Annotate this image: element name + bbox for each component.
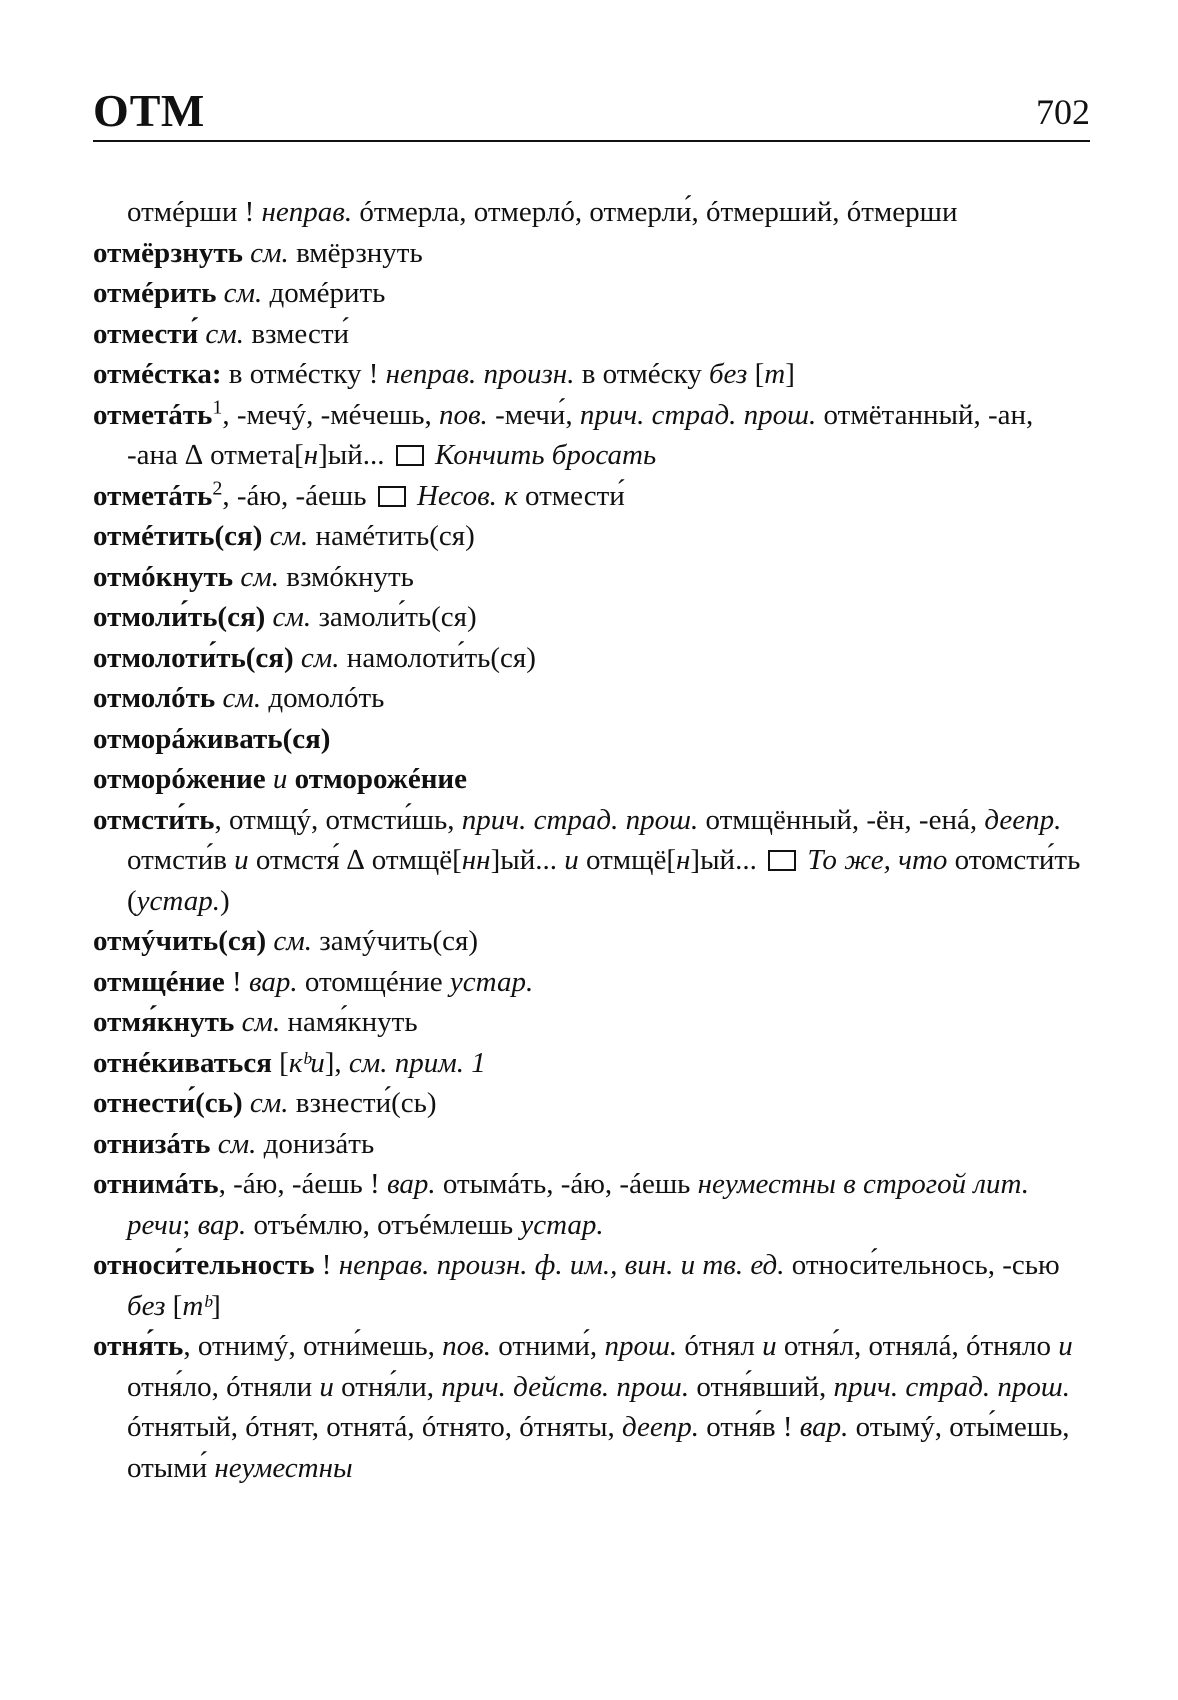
grammar-label: см. xyxy=(241,1006,281,1038)
entry-text: замýчить(ся) xyxy=(312,925,478,957)
grammar-label: неправ. xyxy=(261,196,353,228)
grammar-label: вар. xyxy=(386,1168,436,1200)
headword: отмéрить xyxy=(93,277,217,309)
headword: отнéкиваться xyxy=(93,1046,272,1079)
entry-text: отмсти́в xyxy=(127,844,235,876)
grammar-label: и xyxy=(272,763,288,795)
entry-text: отними́, xyxy=(490,1330,605,1362)
dictionary-entry xyxy=(93,273,1090,314)
dictionary-entry xyxy=(93,557,1090,598)
grammar-label: кᵇи xyxy=(288,1046,325,1079)
dictionary-entry xyxy=(93,1002,1090,1043)
entry-text: отня́л, отнялá, óтняло xyxy=(776,1330,1059,1362)
entry-text: отмести́ xyxy=(517,479,625,512)
headword: отмýчить(ся) xyxy=(93,925,267,957)
entry-text: отымý, оты́мешь, отыми́ xyxy=(127,1411,1070,1484)
grammar-label: тᵇ xyxy=(182,1289,212,1322)
entry-text: отмщённый, -ён, -енá, xyxy=(698,803,985,836)
entry-text: относи́тельнось, -сью xyxy=(784,1249,1060,1281)
grammar-label: см. xyxy=(205,317,245,350)
entry-text: , -áю, -áешь xyxy=(222,479,374,512)
headword: отмя́кнуть xyxy=(93,1006,235,1038)
headword: отметáть xyxy=(93,479,213,512)
dictionary-entry xyxy=(93,800,1090,922)
entry-text: отмщё[ xyxy=(578,844,677,876)
grammar-label: Кончить бросать xyxy=(435,439,657,471)
dictionary-entry xyxy=(93,921,1090,962)
entry-text xyxy=(216,277,223,309)
entry-text: óтнял xyxy=(677,1330,763,1362)
grammar-label: см. xyxy=(250,236,289,269)
entry-text xyxy=(266,763,273,795)
entry-text: ! xyxy=(314,1249,339,1281)
entry-text: намя́кнуть xyxy=(280,1006,418,1038)
grammar-label: и xyxy=(234,844,249,876)
grammar-label: см. xyxy=(272,601,312,633)
entry-text xyxy=(243,1087,250,1119)
entry-text xyxy=(428,439,435,471)
dictionary-entry xyxy=(93,719,1090,760)
entry-text: донизáть xyxy=(256,1127,375,1160)
grammar-label: см. xyxy=(240,560,280,593)
dictionary-entry xyxy=(93,516,1090,557)
entry-text xyxy=(262,520,269,552)
grammar-label: и xyxy=(762,1330,777,1362)
entry-text: отня́ли, xyxy=(333,1370,442,1403)
dictionary-entry xyxy=(93,1245,1090,1326)
dictionary-entry xyxy=(93,597,1090,638)
running-head: ОТМ xyxy=(93,85,206,136)
grammar-label: вар. xyxy=(799,1411,849,1443)
entry-text: намолоти́ть(ся) xyxy=(339,641,536,674)
grammar-label: см. xyxy=(217,1127,257,1160)
grammar-label: неуместны xyxy=(214,1451,353,1484)
entry-text: , -áю, -áешь ! xyxy=(218,1168,387,1200)
entry-text: домолóть xyxy=(261,682,385,714)
entry-text: ] xyxy=(211,1289,221,1322)
entry-text: [ xyxy=(271,1046,289,1079)
entry-text: отъéмлю, отъéмлешь xyxy=(246,1208,521,1241)
entry-text: домéрить xyxy=(262,277,386,309)
headword: отмолоти́ть(ся) xyxy=(93,641,294,674)
headword: отморáживать(ся) xyxy=(93,722,331,755)
grammar-label: и xyxy=(1058,1330,1073,1362)
entry-text: отмётанный, -ан, -ана ∆ отмета[ xyxy=(127,398,1034,471)
homonym-index: 2 xyxy=(212,476,223,499)
entry-text: отня́ло, óтняли xyxy=(127,1370,320,1403)
entry-text: взмести́ xyxy=(244,317,350,350)
definition-box-icon xyxy=(378,486,406,507)
entry-text: ; xyxy=(182,1208,198,1241)
grammar-label: без xyxy=(708,358,748,390)
grammar-label: н xyxy=(303,439,319,471)
headword: отнизáть xyxy=(93,1127,211,1160)
dictionary-entry xyxy=(93,1124,1090,1165)
grammar-label: деепр. xyxy=(984,803,1062,836)
grammar-label: То же, что xyxy=(807,844,948,876)
definition-box-icon xyxy=(396,445,424,466)
headword: отморожéние xyxy=(294,763,468,795)
headword: отмéстка: xyxy=(93,358,222,390)
header-rule xyxy=(93,140,1090,142)
headword: отнести́(сь) xyxy=(93,1087,243,1119)
homonym-index: 1 xyxy=(212,395,223,418)
grammar-label: пов. xyxy=(442,1330,491,1362)
headword: отмщéние xyxy=(93,965,225,998)
entry-text xyxy=(234,1006,241,1038)
grammar-label: см. xyxy=(222,682,262,714)
headword: отня́ть xyxy=(93,1330,184,1362)
headword: относи́тельность xyxy=(93,1249,315,1281)
grammar-label: и xyxy=(564,844,579,876)
headword: отмоли́ть(ся) xyxy=(93,601,266,633)
grammar-label: вар. xyxy=(248,965,298,998)
entry-text: óтмерла, отмерлó, отмерли́, óтмерший, óтмерши xyxy=(352,196,958,228)
entry-text: отомсти́ть ( xyxy=(127,844,1081,917)
headword: отмóкнуть xyxy=(93,560,234,593)
entry-text: ], xyxy=(324,1046,349,1079)
entry-text: отмстя́ ∆ отмщё[ xyxy=(248,844,462,876)
entry-text: отымáть, -áю, -áешь xyxy=(435,1168,698,1200)
entry-text: óтнятый, óтнят, отнятá, óтнято, óтняты, xyxy=(127,1411,622,1443)
dictionary-entry xyxy=(93,233,1090,274)
grammar-label: нн xyxy=(461,844,491,876)
entry-text: взмóкнуть xyxy=(279,560,414,593)
grammar-label: см. xyxy=(223,277,263,309)
dictionary-entry xyxy=(93,354,1090,395)
grammar-label: прич. страд. прош. xyxy=(579,398,817,431)
dictionary-entry xyxy=(93,759,1090,800)
grammar-label: прич. страд. прош. xyxy=(461,803,699,836)
grammar-label: деепр. xyxy=(621,1411,699,1443)
headword: отмéтить(ся) xyxy=(93,520,263,552)
entry-text: , отнимý, отни́мешь, xyxy=(183,1330,443,1362)
entry-text: отня́вший, xyxy=(689,1370,834,1403)
grammar-label: устар. xyxy=(136,884,220,917)
headword: отмолóть xyxy=(93,682,216,714)
headword: отмёрзнуть xyxy=(93,236,243,269)
dictionary-entry xyxy=(93,638,1090,679)
entry-text xyxy=(265,601,272,633)
headword: отморóжение xyxy=(93,763,266,795)
grammar-label: неправ. произн. ф. им., вин. и тв. ед. xyxy=(338,1249,785,1281)
dictionary-entry xyxy=(93,678,1090,719)
grammar-label: неправ. произн. xyxy=(385,358,575,390)
entry-text: -мечи́, xyxy=(487,398,580,431)
dictionary-entry xyxy=(93,476,1090,517)
entry-text: [ xyxy=(747,358,765,390)
grammar-label: и xyxy=(319,1370,334,1403)
entry-text: отомщéние xyxy=(297,965,450,998)
grammar-label: пов. xyxy=(438,398,488,431)
entry-text: ) xyxy=(219,884,230,917)
grammar-label: см. xyxy=(269,520,309,552)
entry-text: ]ый... xyxy=(690,844,765,876)
entry-text: в отмéстку ! xyxy=(221,358,386,390)
page-header xyxy=(93,78,1090,138)
grammar-label: см. xyxy=(273,925,313,957)
grammar-label: неуместны в строгой лит. речи xyxy=(127,1168,1030,1241)
dictionary-entry xyxy=(93,192,1090,233)
entry-text: взнести́(сь) xyxy=(288,1087,437,1119)
entry-text: ] xyxy=(785,358,795,390)
entry-text: в отмéску xyxy=(574,358,709,390)
grammar-label: прич. страд. прош. xyxy=(833,1370,1071,1403)
entry-text: отмéрши ! xyxy=(127,196,262,228)
grammar-label: см. прим. 1 xyxy=(348,1046,486,1079)
grammar-label: устар. xyxy=(449,965,534,998)
entry-text: , -мечý, -мéчешь, xyxy=(222,398,439,431)
grammar-label: т xyxy=(764,358,786,390)
entry-text: [ xyxy=(165,1289,183,1322)
entry-text: ]ый... xyxy=(490,844,565,876)
dictionary-entry xyxy=(93,1083,1090,1124)
dictionary-entries xyxy=(93,192,1090,1488)
grammar-label: н xyxy=(676,844,691,876)
headword: отметáть xyxy=(93,398,213,431)
grammar-label: прич. действ. прош. xyxy=(441,1370,690,1403)
grammar-label: прош. xyxy=(604,1330,678,1362)
entry-text: вмёрзнуть xyxy=(288,236,423,269)
entry-text xyxy=(410,480,417,512)
definition-box-icon xyxy=(768,850,796,871)
entry-text: ]ый... xyxy=(318,439,392,471)
page-number: 702 xyxy=(1036,92,1090,132)
headword: отмести́ xyxy=(93,317,199,350)
headword: отнимáть xyxy=(93,1168,219,1200)
entry-text xyxy=(287,763,294,795)
entry-text xyxy=(294,642,301,674)
entry-text xyxy=(211,1128,218,1160)
dictionary-entry xyxy=(93,395,1090,476)
grammar-label: см. xyxy=(249,1087,289,1119)
grammar-label: устар. xyxy=(520,1208,604,1241)
entry-text: замоли́ть(ся) xyxy=(311,601,477,633)
dictionary-entry xyxy=(93,1326,1090,1488)
dictionary-entry xyxy=(93,314,1090,355)
entry-text: , отмщý, отмсти́шь, xyxy=(214,803,462,836)
headword: отмсти́ть xyxy=(93,803,215,836)
entry-text: ! xyxy=(224,965,249,998)
dictionary-entry xyxy=(93,962,1090,1003)
dictionary-entry xyxy=(93,1043,1090,1084)
grammar-label: Несов. к xyxy=(416,479,518,512)
dictionary-entry xyxy=(93,1164,1090,1245)
entry-text: намéтить(ся) xyxy=(308,520,475,552)
grammar-label: вар. xyxy=(197,1208,247,1241)
grammar-label: без xyxy=(127,1289,166,1322)
entry-text: отня́в ! xyxy=(698,1411,800,1443)
grammar-label: см. xyxy=(300,641,340,674)
